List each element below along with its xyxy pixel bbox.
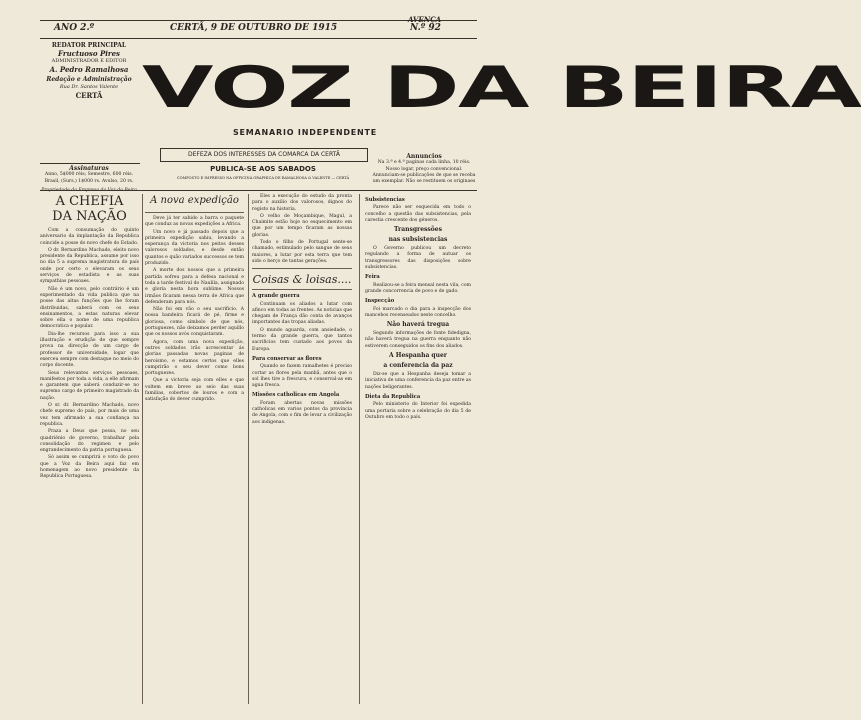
issue-line — [40, 15, 477, 35]
body-top-rule — [40, 190, 477, 191]
header-rule — [40, 38, 477, 39]
section-title-continued: a conferencia da paz — [383, 362, 453, 370]
paragraph: Que a victoria seja com elles e que voltem em breve ao seio das suas familias, cobertos de louros e com a satisfação do dever cumprido. — [145, 378, 244, 403]
column-divider — [359, 194, 360, 704]
paragraph: O velho de Moçambique, Magul, a Chaimite estão hoje no esquecimento em que por um tempo ficaram as nossas glorias. — [252, 213, 352, 238]
paragraph: Um novo e já passado depois que a primeira expedição sahiu, levando a esperança da victoria nos peitos desses valorosos soldados, e desde então quantos e quão variados successos se tem produzido. — [145, 229, 244, 267]
redacao-address: Rua Dr. Santos Valente — [59, 84, 119, 90]
article-headline — [40, 194, 139, 224]
paragraph: Parece não ser esquecida em todo o concelho a questão das subsistencias, pela carestia crescente dos géneros. — [365, 205, 471, 223]
printer-line: COMPOSTO E IMPRESSO NA OFFICINA GRAPHICA DE RAMALHOSA & VALENTE — CERTÃ — [176, 176, 350, 180]
masthead-motto: DEFEZA DOS INTERESSES DA COMARCA DA CERTÃ — [160, 148, 368, 162]
publication-day: PUBLICA-SE AOS SABADOS — [210, 165, 316, 173]
column-divider — [142, 194, 143, 704]
paragraph: O dr. Bernardino Machado, eleito novo presidente da Republica, assume por isso no dia 5 a suprema magistratura do país onde por certo o elevaram os seus serviços de estadista e as suas sympathias pessoaes. — [40, 247, 139, 285]
left-box-rule — [40, 163, 140, 164]
paragraph: Continuam os aliados a lutar com afinco em todas as frentes. As noticias que chegam de França dão conta de avanços importantes das tropas aliadas. — [252, 301, 352, 326]
redator-label: REDATOR PRINCIPAL — [51, 42, 127, 49]
section-title: Não haverá tregua — [386, 321, 450, 329]
paragraph: Eles a execução do estudo da pronta para o auxilio dos valorosos, dignos do registo na historia. — [252, 194, 352, 212]
paragraph: Pelo ministerio do Interior foi expedida uma portaria sobre a celebração do dia 5 de Outubro em todo o país. — [365, 402, 471, 420]
masthead-title: VOZ DA BEIRA — [142, 55, 861, 121]
separator — [252, 268, 352, 269]
paragraph: O Governo publicou um decreto regulando a forma de autuar os transgressores das disposições sobre subsistencias. — [365, 246, 471, 271]
staff-box — [40, 42, 138, 170]
section-title: Para conservar as flores — [252, 355, 322, 362]
coisas-headline: Coisas & loisas.... — [252, 273, 352, 287]
paragraph: Foi marcado o dia para a inspecção dos mancebos recenseados neste concelho. — [365, 306, 471, 318]
issue-year: ANO 2.º — [54, 23, 95, 33]
issue-date: CERTÃ, 9 DE OUTUBRO DE 1915 — [170, 23, 338, 33]
masthead-subtitle: SEMANARIO INDEPENDENTE — [232, 128, 378, 137]
paragraph: Seus relevantes serviços pessoaes, manifestos por toda a vida, a elle afirmam e garantem que saberá conduzir-se no supremo cargo de primeiro magistrado da nação. — [40, 370, 139, 401]
paragraph: Realizou-se a feira mensal nesta vila, com grande concorrencia de povo e de gado. — [365, 282, 471, 294]
section-title: Subsistencias — [365, 197, 405, 203]
paragraph: A morte dos nossos que a primeira partida sofreu para a defesa nacional e toda a tarde festival do Naulila, assignado e gloria nesta hora sublime. Nossos irmãos ficaram nessa terra de Africa que defenderam para nós. — [145, 268, 244, 305]
section-title-continued: nas subsistencias — [388, 236, 448, 244]
paragraph: Foram abertas novas missões catholicas em varios pontos da provincia de Angola, com o fim de levar a civilização aos indigenas. — [252, 400, 352, 425]
paragraph: Deve já ter sahido a barra o paquete que conduz as novas expedições a Africa. — [145, 216, 244, 228]
admin-name: A. Pedro Ramalhosa — [49, 65, 129, 74]
separator — [145, 212, 244, 213]
assinaturas-title: Assinaturas — [69, 165, 109, 172]
section-title: Inspecção — [365, 298, 395, 305]
section-title: A grande guerra — [252, 293, 300, 300]
admin-label: ADMINISTRADOR E EDITOR — [51, 58, 127, 64]
section-title: Feira — [365, 274, 380, 281]
avenca-label: AVENÇA — [408, 15, 442, 24]
noticias-column — [365, 194, 471, 704]
redacao-label: Redação e Administração — [46, 76, 132, 83]
annuncios-box — [372, 154, 476, 185]
paragraph: Todo o filho de Portugal sente-se chamado, estimulado pelo sangue de seus maiores, a lutar por esta terra que tem sido o berço de tantas gerações. — [252, 240, 352, 264]
article-chefia-column — [40, 194, 139, 704]
paragraph: Com a consumação do quinto aniversario da implantação da Republica coincide a posse do novo chefe do Estado. — [40, 228, 139, 246]
paragraph: O mundo aguarda, com ansiedade, o termo da grande guerra, que tantos sacrificios tem custado aos povos da Europa. — [252, 327, 352, 352]
assinaturas-text: Anno, 5$000 réis; Semestre, 600 réis. Brasil, (Surs.) 1$000 rs. Avulso, 20 rs. — [44, 172, 134, 184]
coisas-column — [252, 194, 352, 704]
section-title: Transgressões — [394, 226, 442, 234]
paragraph: O sr. dr. Bernardino Machado, novo chefe supremo do país, por mais de uma vez tem afirmado a sua confiança na republica. — [40, 403, 139, 427]
paragraph: Dia-lhe recursos para isso a sua illustração e erudição de que sempre prova na direcção de um cargo de professor de universidade, logar que exerceu sempre com destaque no meio do corpo docente. — [40, 331, 139, 369]
headline-line-2: DA NAÇÃO — [52, 209, 127, 224]
section-title: A Hespanha quer — [389, 352, 447, 360]
article-expedicao-column — [145, 194, 244, 704]
paragraph: Só assim se cumprirá o voto do povo que a Voz da Beira aqui faz em homenagem ao novo presidente da Republica Portuguesa. — [40, 455, 139, 480]
headline-line-1: A CHEFIA — [55, 194, 124, 209]
paragraph: Agora, com uma nova expedição, outros soldados irão acrescentar ás glorias passadas novas paginas de heroísmo, e estamos certos que elles cumprirão o seu dever como bons portuguezes. — [145, 339, 244, 377]
redacao-city: CERTÃ — [75, 91, 103, 100]
paragraph: Quando se fazem ramalhetes é preciso cortar as flores pela manhã, antes que o sol lhes tire a frescura, e conserval-as em agua fresca. — [252, 364, 352, 389]
paragraph: Não foi em vão o seu sacrificio. A nossa bandeira ficará de pé, firme e gloriosa, como símbolo de que nós, portuguezes, não deixamos perder aquillo que os nossos avós conquistaram. — [145, 307, 244, 338]
paragraph: Segundo informações de fonte fidedigna, não haverá tregua na guerra enquanto não estiverem conseguidos os fins dos aliados. — [365, 331, 471, 349]
paragraph: Praza a Deus que possa, no seu quadriénio de governo, trabalhar pela consolidação do regimen e pelo engrandecimento da patria portuguesa. — [40, 429, 139, 454]
paragraph: Não é um novo, pelo contrário é um experimentado da vida publica que na posse das altas funções que lhe foram distribuidas, saberá com os seus ensinamentos, a estas naturas elevar sobre ella o nome de uma republica democratica e popular. — [40, 286, 139, 330]
column-divider — [248, 194, 249, 704]
annuncios-title: Annuncios — [406, 153, 442, 160]
redator-name: Fructuoso Pires — [58, 49, 120, 58]
annuncios-text: Na 3.ª e 4.ª paginas cada linha, 10 réis. Nosso logar, preço convencional. Annunciam-se publicações de que se receba um exemplar. Não se restituem os originaes — [372, 160, 476, 185]
section-title: Dieta da Republica — [365, 393, 421, 400]
paragraph: Diz-se que a Hespanha deseja tomar a iniciativa de uma conferencia da paz entre as nações beligerantes. — [365, 372, 471, 390]
separator — [252, 289, 352, 290]
section-title: Missões catholicas em Angola — [252, 392, 340, 399]
article-headline: A nova expedição — [150, 195, 239, 206]
issue-number: N.º 92 — [410, 23, 441, 33]
